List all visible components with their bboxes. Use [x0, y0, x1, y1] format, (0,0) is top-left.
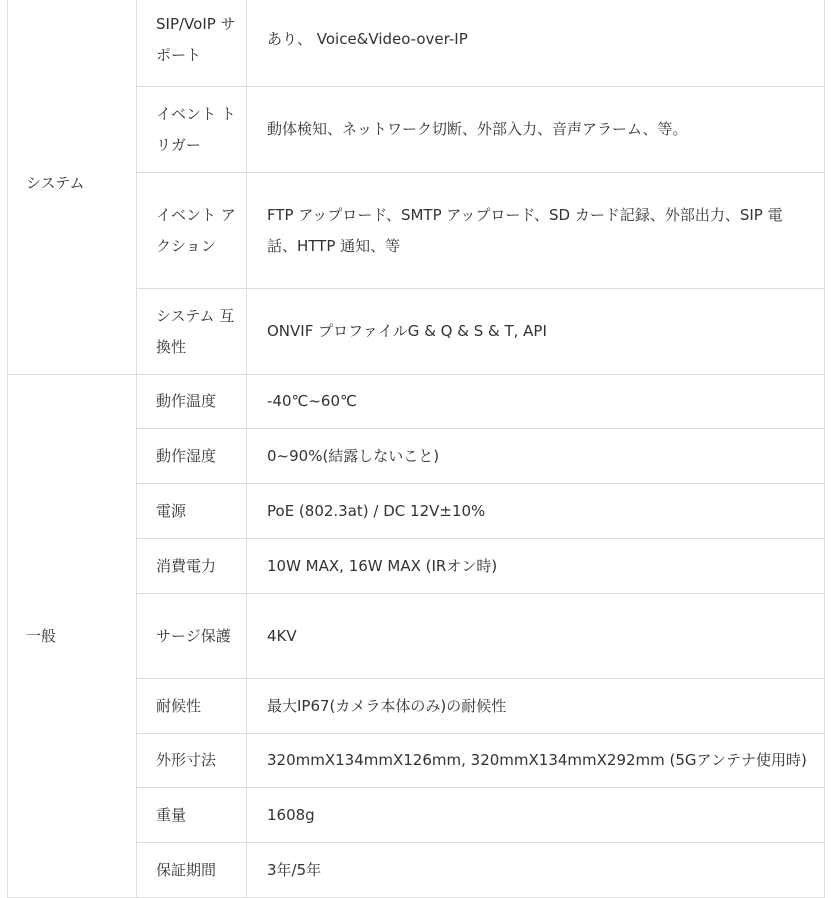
spec-key: 外形寸法 [137, 734, 247, 788]
spec-key: イベント アクション [137, 173, 247, 289]
spec-value: 1608g [247, 788, 825, 843]
spec-row-operating-temperature [8, 375, 825, 429]
spec-key: イベント トリガー [137, 87, 247, 173]
spec-value: ONVIF プロファイルG & Q & S & T, API [247, 289, 825, 375]
spec-value: 最大IP67(カメラ本体のみ)の耐候性 [247, 679, 825, 734]
spec-value: PoE (802.3at) / DC 12V±10% [247, 484, 825, 539]
spec-key: 動作温度 [137, 375, 247, 429]
spec-value: 動体検知、ネットワーク切断、外部入力、音声アラーム、等。 [247, 87, 825, 173]
spec-key: サージ保護 [137, 594, 247, 679]
spec-key: SIP/VoIP サポート [137, 0, 247, 87]
spec-key: 電源 [137, 484, 247, 539]
spec-value: FTP アップロード、SMTP アップロード、SD カード記録、外部出力、SIP 電話、HTTP 通知、等 [247, 173, 825, 289]
spec-key: 保証期間 [137, 843, 247, 898]
spec-key: 耐候性 [137, 679, 247, 734]
spec-row-sip-voip [8, 0, 825, 87]
spec-value: 0~90%(結露しないこと) [247, 429, 825, 484]
category-general: 一般 [8, 375, 137, 898]
spec-key: 重量 [137, 788, 247, 843]
spec-value: -40℃~60℃ [247, 375, 825, 429]
spec-value: 320mmX134mmX126mm, 320mmX134mmX292mm (5Gアンテナ使用時) [247, 734, 825, 788]
spec-key: システム 互換性 [137, 289, 247, 375]
category-system: システム [8, 0, 137, 375]
spec-value: 10W MAX, 16W MAX (IRオン時) [247, 539, 825, 594]
spec-table [7, 0, 825, 898]
spec-value: 3年/5年 [247, 843, 825, 898]
spec-value: あり、 Voice&Video-over-IP [247, 0, 825, 87]
spec-key: 動作湿度 [137, 429, 247, 484]
spec-value: 4KV [247, 594, 825, 679]
spec-key: 消費電力 [137, 539, 247, 594]
